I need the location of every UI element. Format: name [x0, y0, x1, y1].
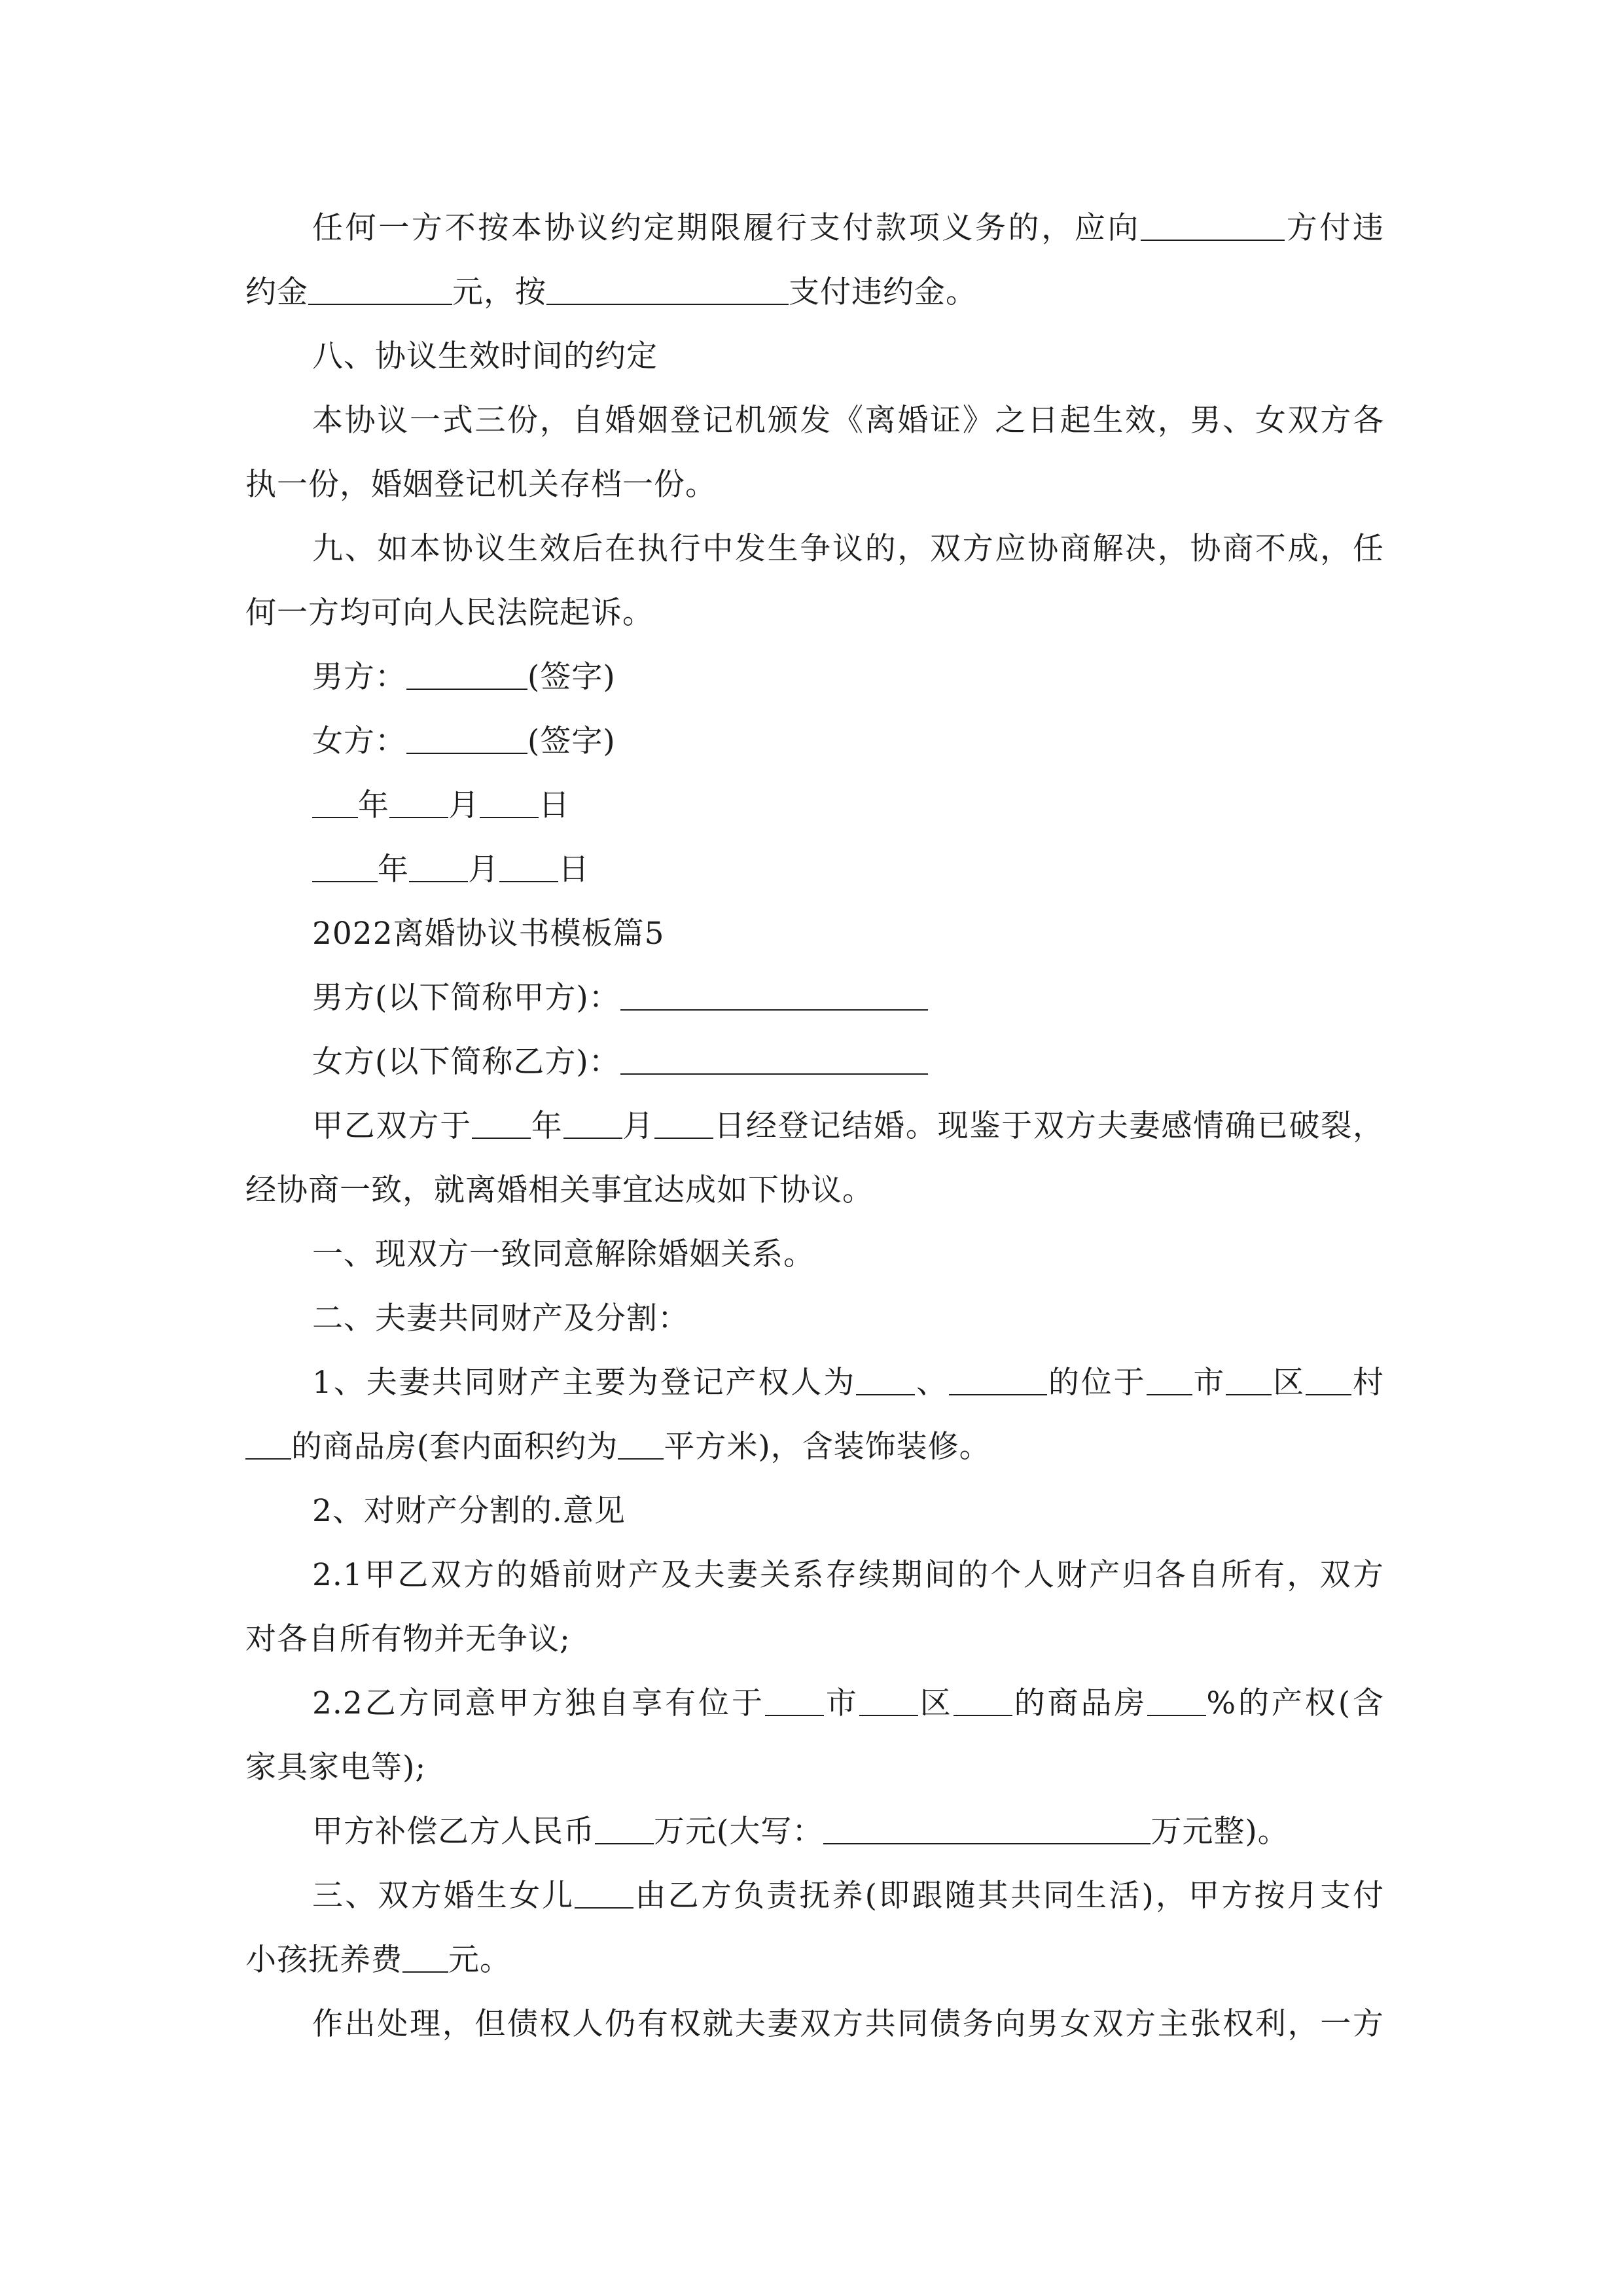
blank-field — [856, 1364, 915, 1395]
text-line: 2、对财产分割的.意见 — [312, 1493, 626, 1529]
blank-field — [620, 1043, 928, 1075]
blank-field — [1306, 1364, 1351, 1395]
text-line: 2.2乙方同意甲方独自享有位于 市 区 的商品房 %的产权(含 — [312, 1685, 1385, 1721]
year-blank — [312, 851, 378, 882]
text-line: 一、现双方一致同意解除婚姻关系。 — [312, 1236, 815, 1272]
blank-field — [949, 1364, 1047, 1395]
blank-field — [823, 1813, 1150, 1844]
text-line: 甲方补偿乙方人民币 万元(大写： 万元整)。 — [312, 1814, 1289, 1850]
section-heading: 八、协议生效时间的约定 — [312, 338, 658, 374]
party-b-line: 女方(以下简称乙方)： — [312, 1030, 1384, 1094]
text-line: 对各自所有物并无争议; — [245, 1621, 571, 1657]
section-heading: 二、夫妻共同财产及分割： — [312, 1300, 689, 1336]
blank-field — [618, 1428, 664, 1460]
text-line: 三、双方婚生女儿 由乙方负责抚养(即跟随其共同生活)，甲方按月支付 — [312, 1878, 1385, 1914]
blank-field — [765, 1685, 824, 1716]
blank-field — [245, 1428, 291, 1460]
female-signature-line: 女方： (签字) — [312, 723, 616, 759]
blank-field — [859, 1685, 918, 1716]
male-signature-line: 男方： (签字) — [312, 659, 616, 695]
document-subtitle: 2022离婚协议书模板篇5 — [312, 916, 665, 952]
text-line: 本协议一式三份，自婚姻登记机颁发《离婚证》之日起生效，男、女双方各 — [312, 403, 1384, 439]
blank-field — [954, 1685, 1012, 1716]
day-blank — [499, 851, 558, 882]
month-blank — [389, 787, 448, 818]
text-line: 何一方均可向人民法院起诉。 — [245, 595, 654, 631]
blank-field — [308, 274, 452, 305]
text-line: 作出处理，但债权人仍有权就夫妻双方共同债务向男女双方主张权利，一方 — [312, 2006, 1384, 2042]
blank-field — [1147, 1685, 1206, 1716]
text-line: 家具家电等); — [245, 1749, 427, 1785]
party-a-line: 男方(以下简称甲方)： — [312, 966, 1384, 1030]
day-blank — [654, 1107, 713, 1139]
text-line: 小孩抚养费 元。 — [245, 1942, 511, 1978]
text-line: 甲乙双方于 年 月 日经登记结婚。现鉴于双方夫妻感情确已破裂， — [312, 1108, 1385, 1144]
year-blank — [472, 1107, 531, 1139]
signature-blank — [406, 723, 527, 754]
blank-field — [1147, 1364, 1192, 1395]
text-line: 约金 元，按 支付违约金。 — [245, 274, 977, 310]
year-blank — [312, 787, 358, 818]
text-line: 执一份，婚姻登记机关存档一份。 — [245, 467, 717, 503]
month-blank — [409, 851, 468, 882]
text-line: 1、夫妻共同财产主要为登记产权人为 、 的位于 市 区 村 — [312, 1365, 1385, 1401]
signature-blank — [406, 658, 527, 690]
blank-field — [1226, 1364, 1272, 1395]
date-line: 年 月 日 — [312, 838, 1384, 902]
blank-field — [595, 1813, 654, 1844]
blank-field — [1141, 209, 1285, 241]
blank-field — [546, 274, 789, 305]
day-blank — [480, 787, 539, 818]
blank-field — [620, 979, 928, 1011]
text-line: 任何一方不按本协议约定期限履行支付款项义务的，应向 方付违 — [312, 210, 1385, 246]
text-line: 2.1甲乙双方的婚前财产及夫妻关系存续期间的个人财产归各自所有，双方 — [312, 1557, 1384, 1593]
text-line: 的商品房(套内面积约为 平方米)，含装饰装修。 — [245, 1415, 1384, 1479]
text-line: 经协商一致，就离婚相关事宜达成如下协议。 — [245, 1172, 874, 1208]
blank-field — [402, 1941, 448, 1973]
date-line: 年 月 日 — [312, 774, 1384, 838]
month-blank — [563, 1107, 622, 1139]
blank-field — [575, 1877, 633, 1909]
text-line: 九、如本协议生效后在执行中发生争议的，双方应协商解决，协商不成，任 — [312, 531, 1384, 567]
